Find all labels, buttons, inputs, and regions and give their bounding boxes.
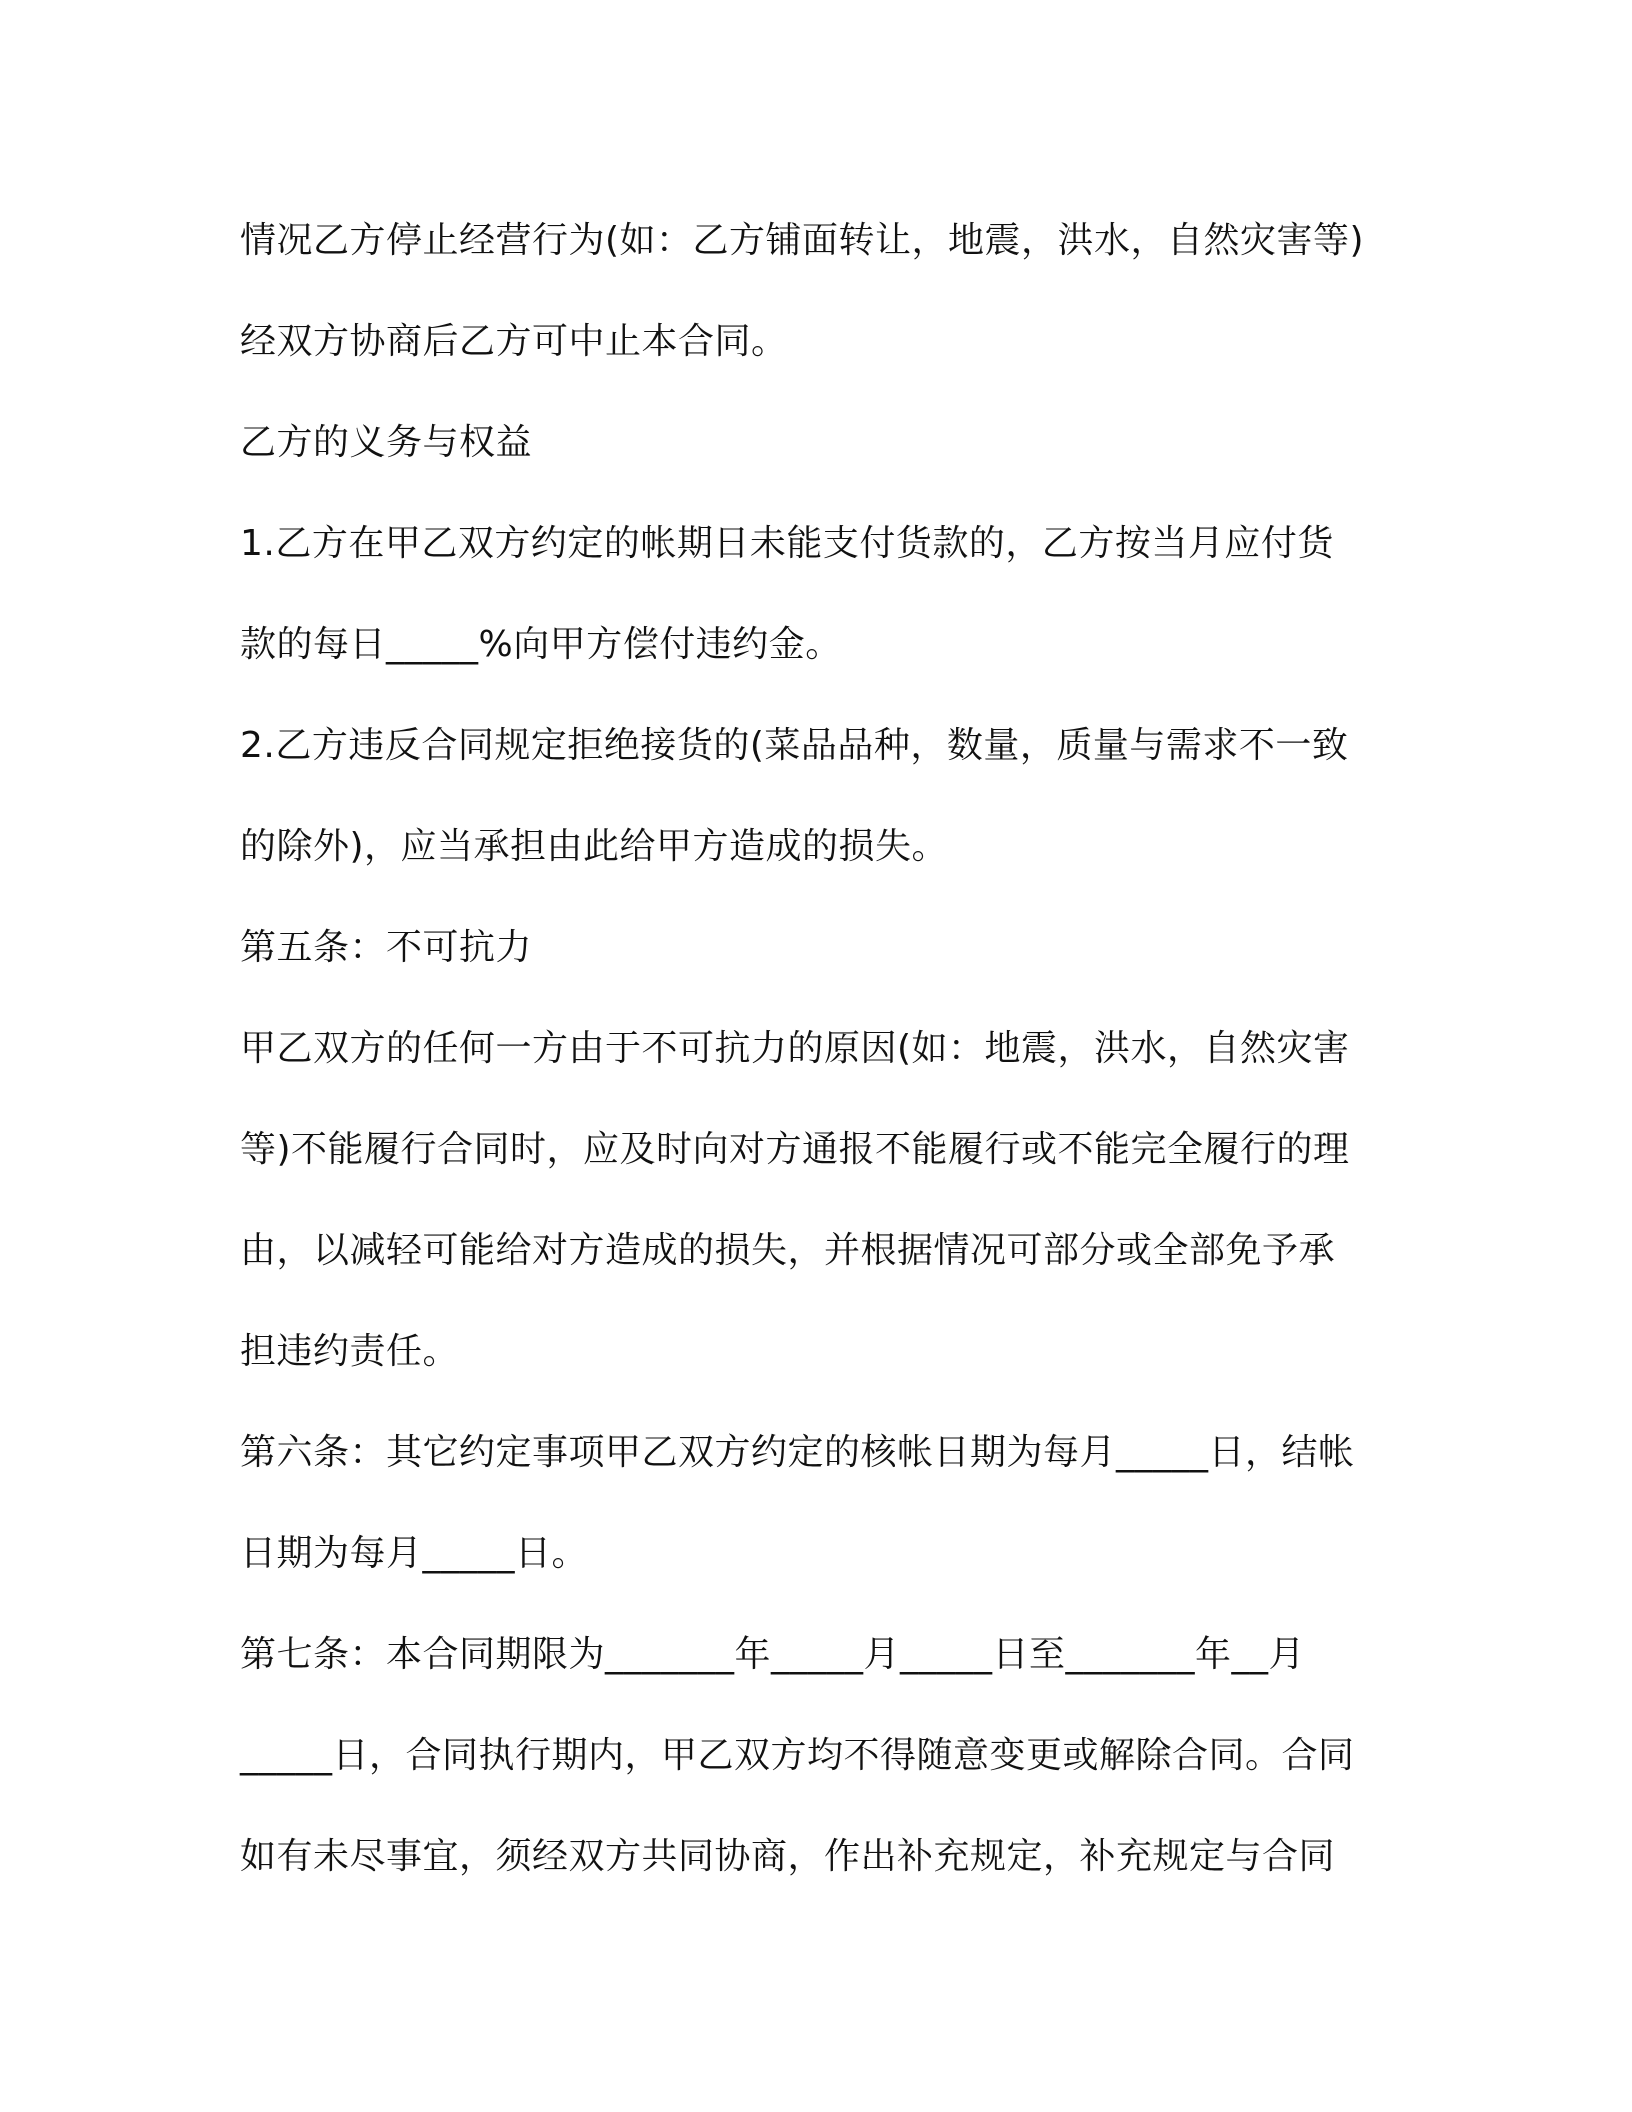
paragraph-line: 情况乙方停止经营行为(如：乙方铺面转让，地震，洪水，自然灾害等) xyxy=(240,220,1365,261)
article-heading: 第五条：不可抗力 xyxy=(240,927,533,968)
paragraph-line: 款的每日_____%向甲方偿付违约金。 xyxy=(240,624,842,665)
paragraph-line: 2.乙方违反合同规定拒绝接货的(菜品品种，数量，质量与需求不一致 xyxy=(240,725,1349,766)
section-heading: 乙方的义务与权益 xyxy=(240,422,533,463)
paragraph-line: 日期为每月_____日。 xyxy=(240,1533,589,1574)
paragraph-line: 如有未尽事宜，须经双方共同协商，作出补充规定，补充规定与合同 xyxy=(240,1836,1336,1877)
paragraph-line: 由，以减轻可能给对方造成的损失，并根据情况可部分或全部免予承 xyxy=(240,1230,1336,1271)
document-body xyxy=(240,190,1400,1907)
paragraph-line: 甲乙双方的任何一方由于不可抗力的原因(如：地震，洪水，自然灾害 xyxy=(240,1028,1350,1069)
paragraph-line: 第六条：其它约定事项甲乙双方约定的核帐日期为每月_____日，结帐 xyxy=(240,1432,1355,1473)
paragraph-line: 经双方协商后乙方可中止本合同。 xyxy=(240,321,788,362)
paragraph-line: 的除外)，应当承担由此给甲方造成的损失。 xyxy=(240,826,949,867)
paragraph-line: 等)不能履行合同时，应及时向对方通报不能履行或不能完全履行的理 xyxy=(240,1129,1350,1170)
paragraph-line: _____日，合同执行期内，甲乙双方均不得随意变更或解除合同。合同 xyxy=(240,1735,1355,1776)
paragraph-line: 担违约责任。 xyxy=(240,1331,460,1372)
paragraph-line: 第七条：本合同期限为_______年_____月_____日至_______年__月 xyxy=(240,1634,1306,1675)
paragraph-line: 1.乙方在甲乙双方约定的帐期日未能支付货款的，乙方按当月应付货 xyxy=(240,523,1334,564)
